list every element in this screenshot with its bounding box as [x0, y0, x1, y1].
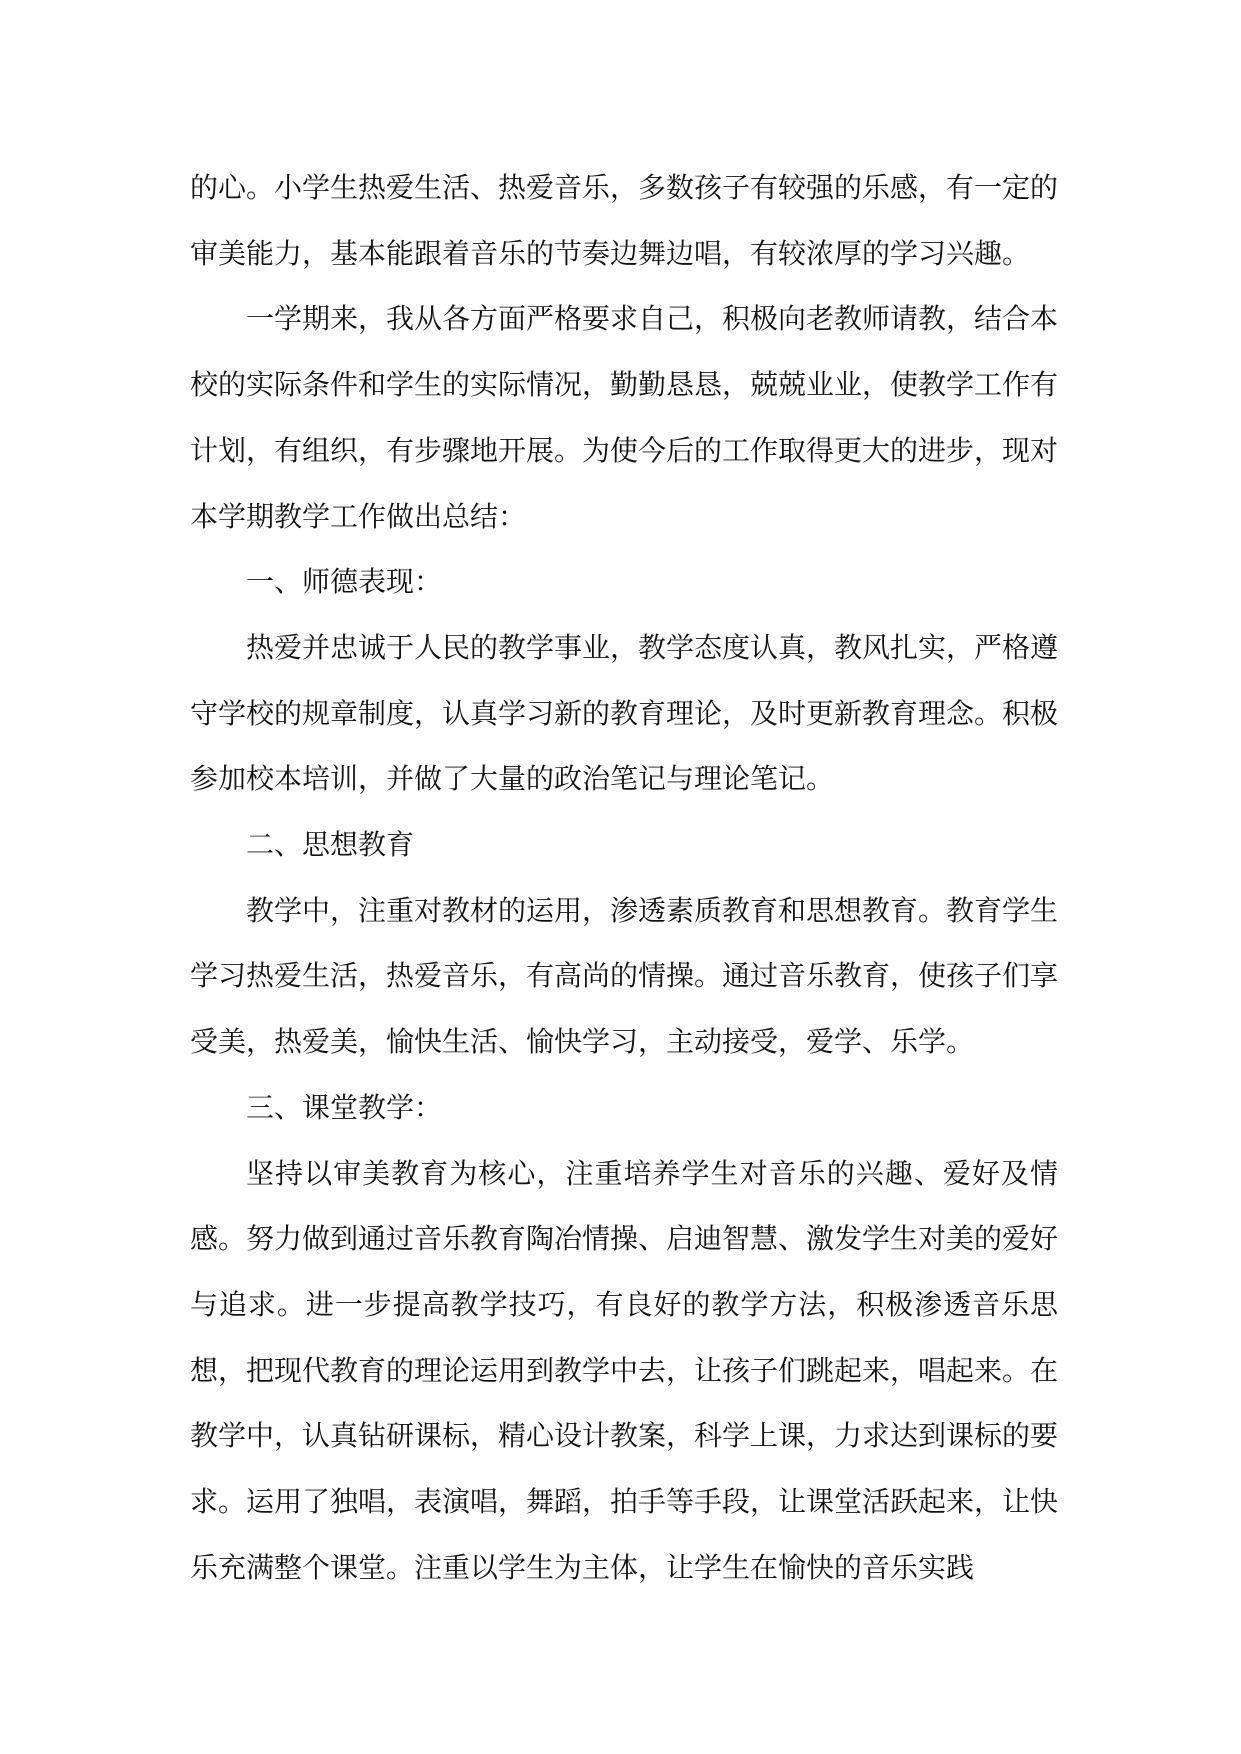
section-heading-ideology: 二、思想教育 [246, 828, 415, 862]
document-body [190, 155, 1058, 1600]
paragraph-ethics: 热爱并忠诚于人民的教学事业，教学态度认真，教风扎实，严格遵守学校的规章制度，认真学习新的教育理论，及时更新教育理念。积极参加校本培训，并做了大量的政治笔记与理论笔记。 [190, 630, 1059, 796]
section-heading-ethics: 一、师德表现： [246, 565, 443, 599]
paragraph-classroom: 坚持以审美教育为核心，注重培养学生对音乐的兴趣、爱好及情感。努力做到通过音乐教育陶冶情操、启迪智慧、激发学生对美的爱好与追求。进一步提高教学技巧，有良好的教学方法，积极渗透音乐思想，把现代教育的理论运用到教学中去，让孩子们跳起来，唱起来。在教学中，认真钻研课标，精心设计教案，科学上课，力求达到课标的要求。运用了独唱，表演唱，舞蹈，拍手等手段，让课堂活跃起来，让快乐充满整个课堂。注重以学生为主体，让学生在愉快的音乐实践 [190, 1156, 1059, 1584]
paragraph-continuation: 的心。小学生热爱生活、热爱音乐，多数孩子有较强的乐感，有一定的审美能力，基本能跟着音乐的节奏边舞边唱，有较浓厚的学习兴趣。 [190, 171, 1059, 270]
paragraph-ideology: 教学中，注重对教材的运用，渗透素质教育和思想教育。教育学生学习热爱生活，热爱音乐，有高尚的情操。通过音乐教育，使孩子们享受美，热爱美，愉快生活、愉快学习，主动接受，爱学、乐学。 [190, 893, 1059, 1059]
paragraph-intro: 一学期来，我从各方面严格要求自己，积极向老教师请教，结合本校的实际条件和学生的实际情况，勤勤恳恳，兢兢业业，使教学工作有计划，有组织，有步骤地开展。为使今后的工作取得更大的进步，现对本学期教学工作做出总结： [190, 302, 1059, 533]
section-heading-classroom: 三、课堂教学： [246, 1090, 443, 1124]
